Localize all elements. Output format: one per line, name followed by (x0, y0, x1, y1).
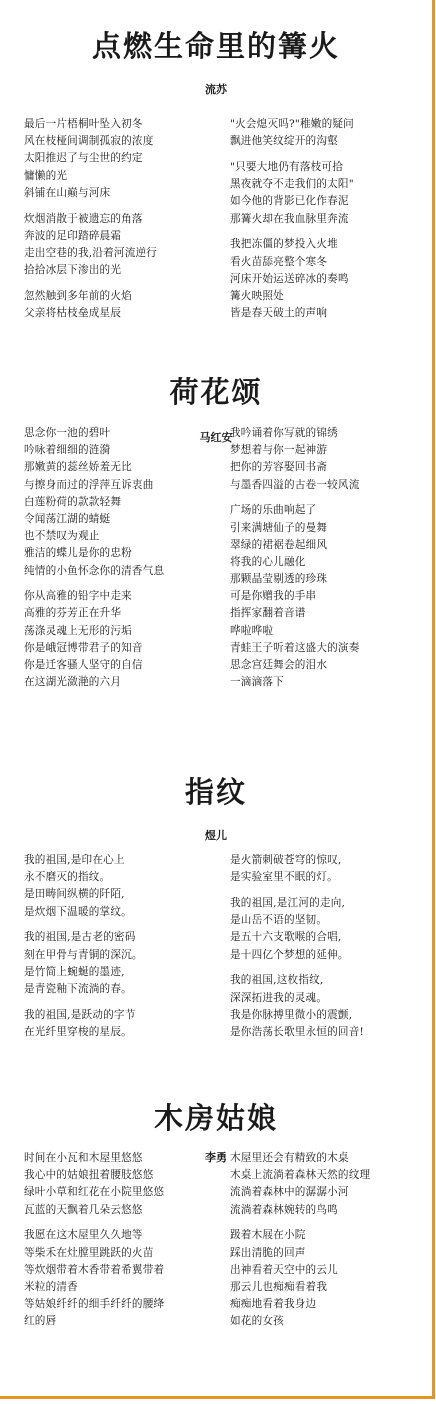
stanza-break (230, 228, 436, 237)
poem-line: 是五十六支歌喉的合唱, (230, 931, 342, 944)
poem-left-column (24, 425, 234, 691)
poem-author: 李勇 (205, 1151, 227, 1164)
poem-line: 指挥家翻着音谱 (230, 607, 306, 620)
poem-line: 我吟诵着你写就的锦绣 (230, 427, 338, 439)
poem-line: 流淌着森林中的潺潺小河 (230, 1186, 349, 1199)
poem-line: 我愿在这木屋里久久地等 (24, 1229, 143, 1242)
poem-title: 点燃生命里的篝火 (91, 29, 340, 63)
poem-line: 瓦蓝的天飘着几朵云悠悠 (24, 1203, 143, 1216)
poem-line: 流淌着森林婉转的鸟鸣 (230, 1203, 338, 1216)
poem-line: 奔波的足印踏碎晨霜 (24, 229, 122, 242)
poem-line: 我心中的姑娘扭着腰肢悠悠 (24, 1169, 154, 1182)
poem-line: 青蛙王子听着这盛大的演奏 (230, 641, 360, 654)
poem-right-column (230, 1150, 436, 1330)
poem-line: 木桌上流淌着森林天然的纹理 (230, 1169, 371, 1182)
poem-line: 飘进他笑纹绽开的沟壑 (230, 135, 338, 148)
poem-line: 是你浩荡长歌里永恒的回音! (230, 1025, 364, 1038)
poem-line: 斜铺在山巅与河床 (24, 186, 111, 199)
poem-line: 炊烟消散于被遗忘的角落 (24, 212, 143, 225)
poem-line: 广场的乐曲响起了 (230, 504, 317, 517)
poem-line: 白莲粉荷的款款轻舞 (24, 495, 122, 508)
poem-line: 是青瓷釉下流淌的春。 (24, 982, 132, 995)
poem-line: 趿着木屐在小院 (230, 1229, 306, 1242)
poem-left-column (24, 1150, 234, 1330)
stanza-break (230, 150, 436, 159)
poem-line: 是竹简上蜿蜒的墨迹, (24, 965, 125, 978)
poem-line: 那云儿也痴痴看着我 (230, 1280, 328, 1293)
poem-line: 父亲将枯枝垒成星辰 (24, 307, 122, 320)
poem-line: 引来满塘仙子的曼舞 (230, 521, 328, 534)
poem-line: 痴痴地看着我身边 (230, 1298, 317, 1311)
poem-line: 我的祖国,是跃动的字节 (24, 1008, 136, 1021)
poem-line: 翠绿的裙裾卷起细风 (230, 538, 328, 551)
poem-line: 是炊烟下温暖的掌纹。 (24, 905, 132, 918)
poem-3 (0, 772, 432, 1038)
poem-line: 与墨香四溢的古卷一较风流 (230, 478, 360, 491)
poem-line: 也不禁叹为观止 (24, 530, 100, 543)
poem-author: 流苏 (205, 83, 227, 96)
poem-line: 将我的心儿融化 (230, 555, 306, 568)
poem-line: 我的祖国,是印在心上 (24, 854, 125, 866)
poem-line: 红的唇 (24, 1315, 57, 1328)
poem-line: 我的祖国,是江河的走向, (230, 896, 346, 909)
poem-line: 那篝火却在我血脉里奔流 (230, 212, 349, 225)
poem-right-column (230, 852, 436, 1041)
poem-line: 那颗晶莹剔透的珍珠 (230, 573, 328, 586)
poem-line: 看火苗舔亮整个寒冬 (230, 255, 328, 268)
poem-line: "火会熄灭吗?"稚嫩的疑问 (230, 118, 354, 130)
poem-line: 皆是春天破土的声响 (230, 307, 328, 320)
poem-line: 风在枝桠间调制孤寂的浓度 (24, 135, 154, 148)
stanza-break (24, 202, 234, 211)
poem-line: 雅洁的蝶儿是你的忠粉 (24, 547, 132, 560)
poem-line: 你从高雅的铅字中走来 (24, 590, 132, 603)
poem-line: 与擦身而过的浮萍互诉衷曲 (24, 478, 154, 491)
poem-author: 煜儿 (205, 829, 227, 842)
poem-line: 忽然触到多年前的火焰 (24, 289, 132, 302)
poem-line: 把你的芳容娶回书斋 (230, 461, 328, 474)
poem-line: 你是迁客骚人坚守的自信 (24, 659, 143, 672)
poem-line: 最后一片梧桐叶坠入初冬 (24, 118, 143, 130)
poem-left-column (24, 852, 234, 1041)
poem-author: 马红安 (199, 431, 233, 444)
poem-line: 是实验室里不眠的灯。 (230, 871, 338, 884)
poem-line: 是山岳不语的坚韧。 (230, 914, 328, 927)
poem-line: 在光纤里穿梭的星辰。 (24, 1025, 132, 1038)
poem-line: 深深拓进我的灵魂。 (230, 991, 328, 1004)
poem-line: 我把冻僵的梦投入火堆 (230, 238, 338, 251)
poem-line: 纯情的小鱼怀念你的清香气息 (24, 564, 165, 577)
poem-line: 梦想着与你一起神游 (230, 444, 328, 457)
poem-line: 一滴滴落下 (230, 676, 284, 689)
poem-line: 是火箭刺破苍穹的惊叹, (230, 854, 342, 866)
poem-line: 等炊烟带着木香带着希翼带着 (24, 1263, 165, 1276)
poem-title: 荷花颂 (169, 375, 263, 409)
stanza-break (24, 1219, 234, 1228)
poem-line: 篝火映照处 (230, 289, 284, 302)
poem-line: 我是你脉搏里微小的震颤, (230, 1008, 353, 1021)
poem-line: 哗啦哗啦 (230, 624, 274, 637)
stanza-break (24, 921, 234, 930)
poem-line: 踩出清脆的回声 (230, 1246, 306, 1259)
poem-line: 永不磨灭的指纹。 (24, 871, 111, 884)
poem-line: 我的祖国,这枚指纹, (230, 974, 324, 987)
poem-line: 出神看着天空中的云儿 (230, 1263, 338, 1276)
poem-line: 那嫩黄的蕊丝娇羞无比 (24, 461, 132, 474)
stanza-break (230, 964, 436, 973)
poem-right-column (230, 116, 436, 322)
poem-line: 木屋里还会有精致的木桌 (230, 1152, 349, 1164)
poem-line: 令闻荡江湖的蜻蜓 (24, 512, 111, 525)
poem-line: 思念宫廷舞会的泪水 (230, 659, 328, 672)
poem-4 (0, 1098, 432, 1328)
poem-title: 指纹 (184, 775, 247, 809)
poem-line: 我的祖国,是古老的密码 (24, 931, 136, 944)
poem-line: 等姑娘纤纤的细手纤纤的腰绛 (24, 1298, 165, 1311)
poem-line: 时间在小瓦和木屋里悠悠 (24, 1152, 143, 1164)
poem-line: 是田畴间纵横的阡陌, (24, 888, 125, 901)
poem-line: 你是峨冠博带君子的知音 (24, 641, 143, 654)
poem-line: 如花的女孩 (230, 1315, 284, 1328)
poem-line: 绿叶小草和红花在小院里悠悠 (24, 1186, 165, 1199)
poem-1 (0, 26, 432, 320)
stanza-break (230, 494, 436, 503)
poem-line: "只要大地仍有落枝可拾 (230, 160, 344, 173)
poem-line: 刻在甲骨与青铜的深沉。 (24, 948, 143, 961)
poem-line: 是十四亿个梦想的延伸。 (230, 948, 349, 961)
poem-right-column (230, 425, 436, 691)
poem-2 (0, 372, 432, 689)
stanza-break (230, 1219, 436, 1228)
stanza-break (230, 886, 436, 895)
poem-line: 黑夜就夺不走我们的太阳" (230, 178, 354, 191)
poem-line: 走出空巷的我,沿着河流逆行 (24, 246, 158, 259)
stanza-break (24, 279, 234, 288)
poem-line: 思念你一池的碧叶 (24, 427, 111, 439)
poem-line: 慵懒的光 (24, 169, 68, 182)
stanza-break (24, 580, 234, 589)
poem-line: 太阳推迟了与尘世的约定 (24, 152, 143, 165)
poem-line: 可是你赠我的手串 (230, 590, 317, 603)
poem-line: 荡涤灵魂上无形的污垢 (24, 624, 132, 637)
poem-line: 吟咏着细细的涟漪 (24, 444, 111, 457)
poem-line: 在这湖光潋滟的六月 (24, 676, 122, 689)
poem-title: 木房姑娘 (153, 1101, 278, 1135)
poem-line: 河床开始运送碎冰的奏鸣 (230, 272, 349, 285)
poem-left-column (24, 116, 234, 322)
poem-line: 等柴禾在灶膛里跳跃的火苗 (24, 1246, 154, 1259)
poem-line: 米粒的清香 (24, 1280, 78, 1293)
poem-line: 如今他的背影已化作春泥 (230, 195, 349, 208)
poem-line: 拾拾冰层下渗出的光 (24, 264, 122, 277)
poem-line: 高雅的芬芳正在升华 (24, 607, 122, 620)
stanza-break (24, 998, 234, 1007)
